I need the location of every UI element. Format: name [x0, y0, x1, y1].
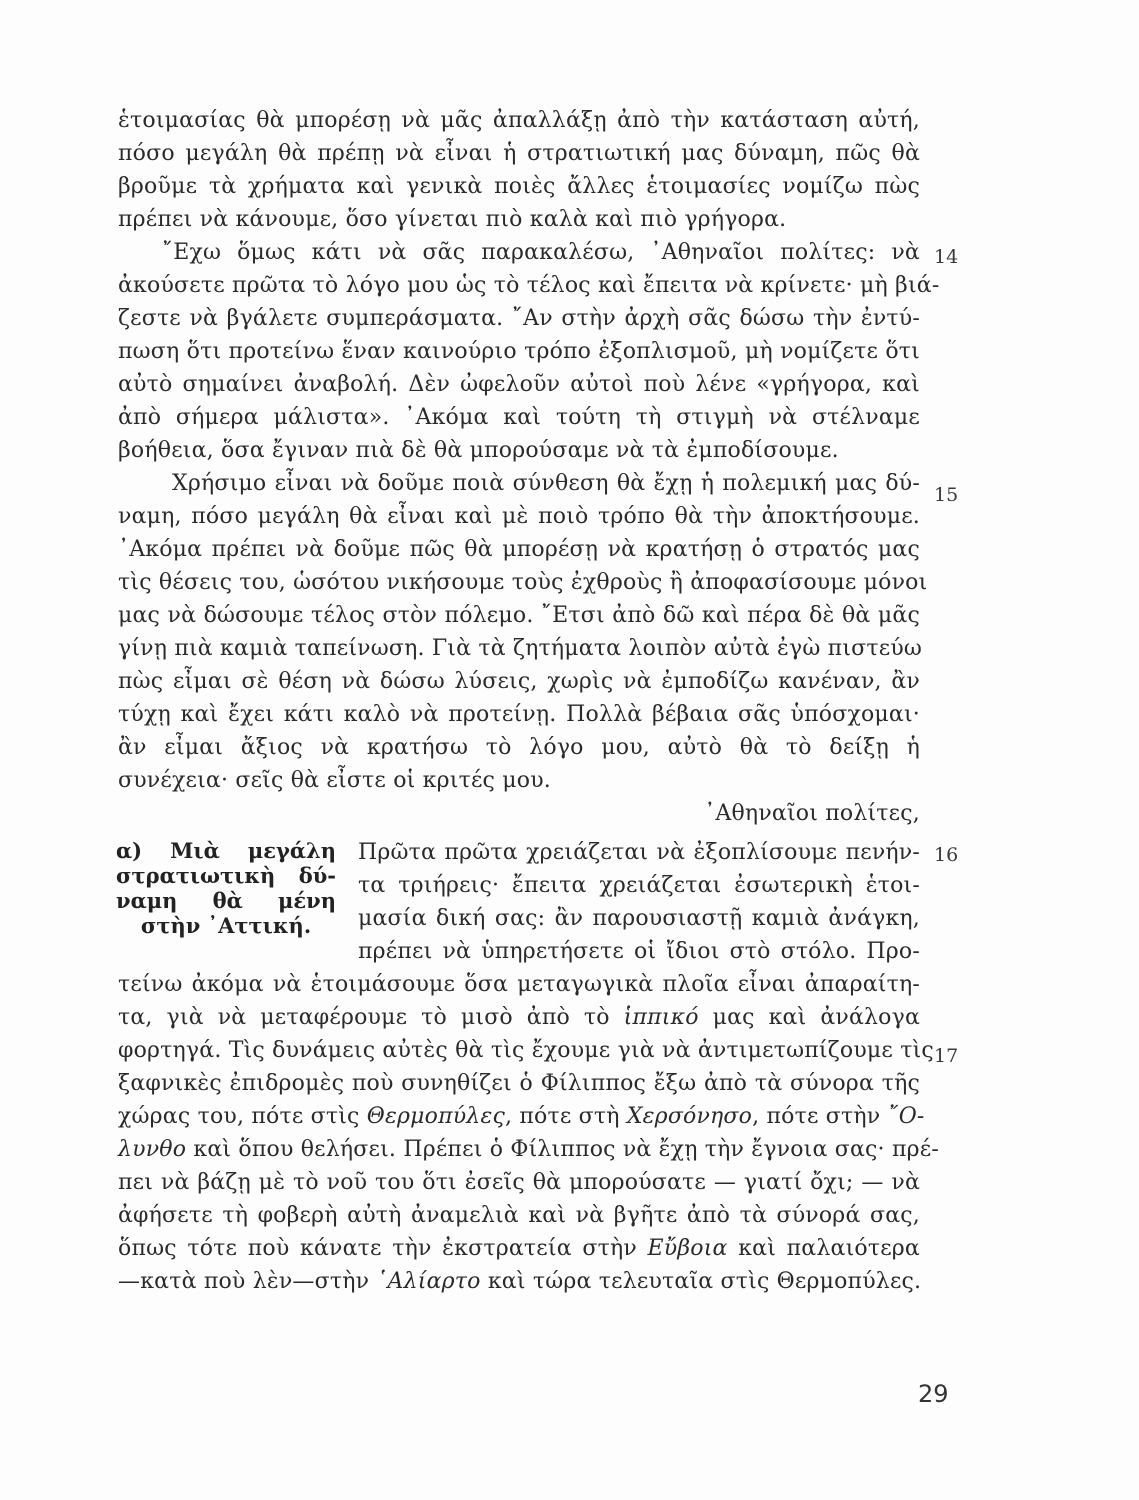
text-line: τὶς θέσεις του, ὡσότου νικήσουμε τοὺς ἐχθροὺς ἢ ἀποφασίσουμε μόνοι	[118, 570, 928, 595]
text-line: πόσο μεγάλη θὰ πρέπῃ νὰ εἶναι ἡ στρατιωτική μας δύναμη, πῶς θὰ	[118, 141, 920, 166]
text-span: τα, γιὰ νὰ μεταφέρουμε τὸ μισὸ ἀπὸ τὸ	[118, 1005, 624, 1030]
text-line: ᾿Ακόμα πρέπει νὰ δοῦμε πῶς θὰ μπορέσῃ νὰ κρατήσῃ ὁ στρατός μας	[118, 537, 920, 562]
text-span: χώρας του, πότε στὶς	[118, 1104, 367, 1129]
text-line: πει νὰ βάζῃ μὲ τὸ νοῦ του ὅτι ἐσεῖς θὰ μπορούσατε — γιατί ὄχι; — νὰ	[118, 1170, 920, 1195]
text-line: ῎Εχω ὅμως κάτι νὰ σᾶς παρακαλέσω, ᾿Αθηναῖοι πολίτες: νὰ	[162, 240, 920, 265]
text-line: πὼς εἶμαι σὲ θέση νὰ δώσω λύσεις, χωρὶς νὰ ἐμποδίζω κανέναν, ἂν	[118, 669, 920, 694]
text-line: Χρήσιμο εἶναι νὰ δοῦμε ποιὰ σύνθεση θὰ ἔχῃ ἡ πολεμική μας δύ-	[172, 471, 920, 496]
paragraph-number: 14	[934, 246, 959, 268]
text-line: ξαφνικὲς ἐπιδρομὲς ποὺ συνηθίζει ὁ Φίλιππος ἔξω ἀπὸ τὰ σύνορα τῆς	[118, 1071, 920, 1096]
text-line: φορτηγά. Τὶς δυνάμεις αὐτὲς θὰ τὶς ἔχουμε γιὰ νὰ ἀντιμετωπίζουμε τὶς	[118, 1038, 934, 1063]
text-line: τύχῃ καὶ ἔχει κάτι καλὸ νὰ προτείνῃ. Πολλὰ βέβαια σᾶς ὑπόσχομαι·	[118, 702, 920, 727]
italic-term: Χερσόνησο	[626, 1104, 753, 1129]
text-line: μας νὰ δώσουμε τέλος στὸν πόλεμο. ῎Ετσι ἀπὸ δῶ καὶ πέρα δὲ θὰ μᾶς	[118, 603, 920, 628]
text-line	[118, 1003, 920, 1033]
text-span: καὶ παλαιότερα	[727, 1236, 920, 1261]
text-line: τείνω ἀκόμα νὰ ἑτοιμάσουμε ὅσα μεταγωγικὰ πλοῖα εἶναι ἀπαραίτη-	[118, 972, 920, 997]
text-line: πωση ὅτι προτείνω ἕναν καινούριο τρόπο ἐξοπλισμοῦ, μὴ νομίζετε ὅτι	[118, 339, 920, 364]
text-span: , πότε στὴ	[504, 1104, 627, 1129]
text-line: ναμη, πόσο μεγάλη θὰ εἶναι καὶ μὲ ποιὸ τρόπο θὰ τὴν ἀποκτήσουμε.	[118, 504, 920, 529]
text-line: ἂν εἶμαι ἄξιος νὰ κρατήσω τὸ λόγο μου, αὐτὸ θὰ τὸ δείξῃ ἡ	[118, 735, 920, 760]
italic-term: ῾Αλίαρτο	[376, 1269, 481, 1294]
text-line: ἀφήσετε τὴ φοβερὴ αὐτὴ ἀναμελιὰ καὶ νὰ βγῆτε ἀπὸ τὰ σύνορά σας,	[118, 1203, 920, 1228]
text-span: μας καὶ ἀνάλογα	[698, 1005, 921, 1030]
text-line: ἑτοιμασίας θὰ μπορέσῃ νὰ μᾶς ἀπαλλάξῃ ἀπὸ τὴν κατάσταση αὐτή,	[118, 108, 920, 133]
text-line: πρέπει νὰ ὑπηρετήσετε οἱ ἴδιοι στὸ στόλο. Προ-	[358, 939, 920, 964]
text-line	[118, 1267, 920, 1297]
sidenote-line: στρατιωτικὴ δύ-	[116, 863, 336, 888]
text-line	[118, 1234, 920, 1264]
sidenote-line: α) Μιὰ μεγάλη	[116, 838, 336, 863]
text-line: συνέχεια· σεῖς θὰ εἶστε οἱ κριτές μου.	[118, 768, 551, 793]
text-line: Πρῶτα πρῶτα χρειάζεται νὰ ἐξοπλίσουμε πενήν-	[358, 840, 920, 865]
sidenote	[116, 838, 336, 938]
sidenote-line: ναμη θὰ μένη	[116, 888, 336, 913]
text-span: καὶ ὅπου θελήσει. Πρέπει ὁ Φίλιππος νὰ ἔχῃ τὴν ἔγνοια σας· πρέ-	[186, 1137, 939, 1162]
text-line: τα τριήρεις· ἔπειτα χρειάζεται ἐσωτερικὴ ἑτοι-	[358, 873, 920, 898]
paragraph-number: 16	[934, 844, 959, 866]
text-line	[118, 1102, 925, 1132]
text-span: ὅπως τότε ποὺ κάνατε τὴν ἐκστρατεία στὴν	[118, 1236, 648, 1261]
paragraph-number: 17	[934, 1045, 959, 1067]
page-number: 29	[918, 1380, 949, 1408]
salutation-line: ᾿Αθηναῖοι πολίτες,	[704, 801, 920, 826]
italic-term: ἱππικό	[623, 1005, 699, 1030]
text-span: καὶ τώρα τελευταῖα στὶς Θερμοπύλες.	[480, 1269, 922, 1294]
text-line: μασία δική σας: ἂν παρουσιαστῇ καμιὰ ἀνάγκη,	[358, 906, 920, 931]
text-span: , πότε στὴν	[752, 1104, 888, 1129]
italic-term: ῎Ο-	[887, 1104, 925, 1129]
italic-term: Θερμοπύλες	[366, 1104, 505, 1129]
italic-term: Εὔβοια	[647, 1236, 728, 1261]
text-line: βροῦμε τὰ χρήματα καὶ γενικὰ ποιὲς ἄλλες ἑτοιμασίες νομίζω πὼς	[118, 174, 920, 199]
text-span: —κατὰ ποὺ λὲν—στὴν	[118, 1269, 377, 1294]
text-line	[118, 1135, 939, 1165]
italic-term: λυνθο	[118, 1137, 187, 1162]
text-line: γίνῃ πιὰ καμιὰ ταπείνωση. Γιὰ τὰ ζητήματα λοιπὸν αὐτὰ ἐγὼ πιστεύω	[118, 636, 923, 661]
text-line: ἀπὸ σήμερα μάλιστα». ᾿Ακόμα καὶ τούτη τὴ στιγμὴ νὰ στέλναμε	[118, 405, 920, 430]
sidenote-line: στὴν ᾿Αττική.	[140, 913, 312, 938]
text-line: πρέπει νὰ κάνουμε, ὅσο γίνεται πιὸ καλὰ καὶ πιὸ γρήγορα.	[118, 207, 787, 232]
paragraph-number: 15	[934, 484, 959, 506]
text-line: ζεστε νὰ βγάλετε συμπεράσματα. ῎Αν στὴν ἀρχὴ σᾶς δώσω τὴν ἐντύ-	[118, 306, 920, 331]
text-line: ἀκούσετε πρῶτα τὸ λόγο μου ὡς τὸ τέλος καὶ ἔπειτα νὰ κρίνετε· μὴ βιά-	[118, 273, 940, 298]
text-line: βοήθεια, ὅσα ἔγιναν πιὰ δὲ θὰ μπορούσαμε νὰ τὰ ἐμποδίσουμε.	[118, 438, 839, 463]
text-line: αὐτὸ σημαίνει ἀναβολή. Δὲν ὠφελοῦν αὐτοὶ ποὺ λένε «γρήγορα, καὶ	[118, 372, 920, 397]
